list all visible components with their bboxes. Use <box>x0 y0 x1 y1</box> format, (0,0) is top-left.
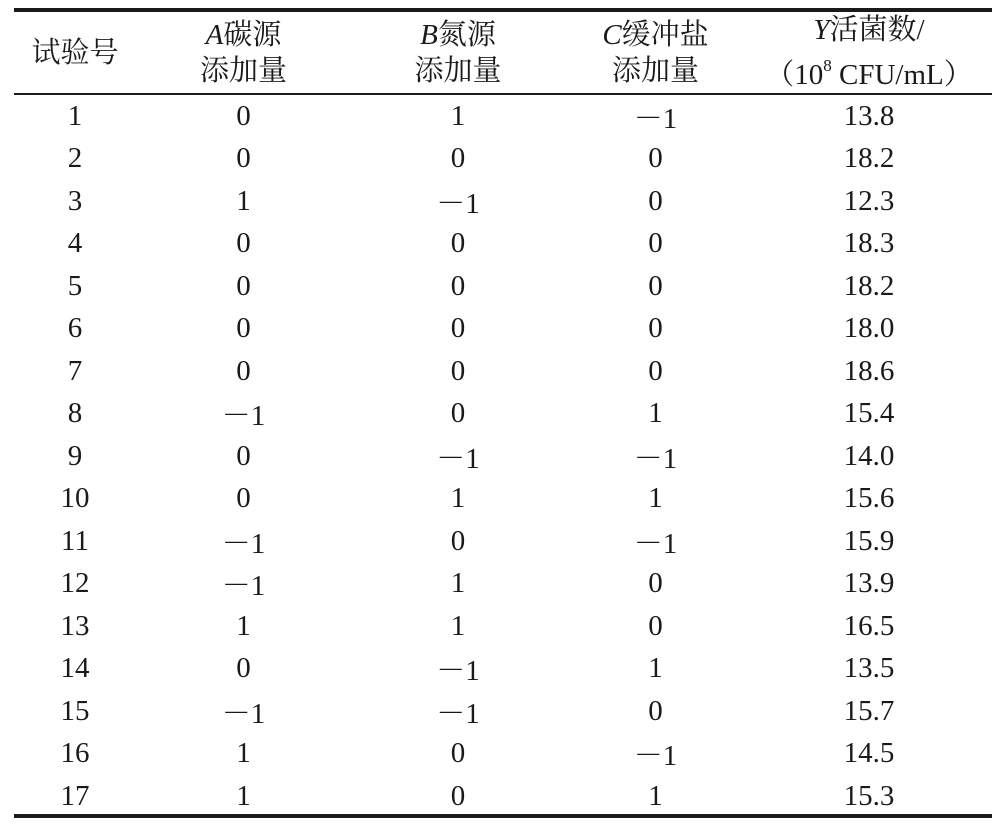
cell-nitrogen: 0 <box>450 524 466 557</box>
cell-nitrogen: 1 <box>450 567 466 600</box>
cell-viable-count: 14.5 <box>843 737 895 770</box>
cell-trial: 16 <box>60 737 90 770</box>
cell-buffer: 0 <box>648 142 663 175</box>
cell-carbon: 0 <box>236 482 251 515</box>
cell-buffer: 1 <box>648 397 663 430</box>
cell-trial: 7 <box>67 354 83 387</box>
header-unit-open: （10 <box>765 59 824 91</box>
cell-viable-count: 13.9 <box>843 567 895 600</box>
cell-carbon: 1 <box>236 184 251 217</box>
header-unit-exponent: 8 <box>823 56 832 75</box>
cell-nitrogen: 1 <box>450 99 466 132</box>
cell-nitrogen: 0 <box>450 142 466 175</box>
cell-trial: 8 <box>67 397 83 430</box>
cell-carbon: －1 <box>221 527 266 560</box>
cell-nitrogen: 0 <box>450 227 466 260</box>
table-row <box>14 223 992 266</box>
cell-nitrogen: 1 <box>450 482 466 515</box>
cell-trial: 17 <box>60 779 90 812</box>
table-row <box>14 93 992 138</box>
header-nitrogen-source <box>351 12 565 93</box>
table-row <box>14 308 992 351</box>
cell-buffer: 1 <box>648 652 663 685</box>
cell-carbon: 1 <box>236 779 251 812</box>
header-trial-number <box>14 12 136 93</box>
cell-carbon: －1 <box>221 570 266 603</box>
cell-buffer: 0 <box>648 227 663 260</box>
cell-buffer: 1 <box>648 482 663 515</box>
cell-nitrogen: 1 <box>450 609 466 642</box>
cell-viable-count: 18.3 <box>843 227 895 260</box>
cell-viable-count: 18.0 <box>843 312 895 345</box>
cell-nitrogen: 0 <box>450 779 466 812</box>
table-row <box>14 605 992 648</box>
cell-nitrogen: －1 <box>436 187 480 220</box>
cell-carbon: 0 <box>236 142 251 175</box>
cell-nitrogen: 0 <box>450 312 466 345</box>
cell-carbon: －1 <box>221 400 266 433</box>
cell-viable-count: 18.6 <box>843 354 895 387</box>
header-buffer-line2: 添加量 <box>611 54 699 87</box>
table-row <box>14 138 992 181</box>
cell-buffer: 0 <box>648 694 663 727</box>
header-unit-rest: CFU/mL） <box>831 59 973 91</box>
table-header <box>14 12 992 93</box>
cell-viable-count: 16.5 <box>843 609 895 642</box>
cell-buffer: 1 <box>648 779 663 812</box>
cell-viable-count: 15.3 <box>843 779 895 812</box>
cell-carbon: 1 <box>236 737 251 770</box>
cell-carbon: 0 <box>236 354 251 387</box>
cell-trial: 9 <box>67 439 83 472</box>
cell-trial: 5 <box>67 269 83 302</box>
table-row <box>14 393 992 436</box>
cell-carbon: 0 <box>236 439 251 472</box>
cell-buffer: 0 <box>648 269 663 302</box>
header-viable-count <box>746 12 992 93</box>
header-carbon-name: 碳源 <box>223 18 282 51</box>
cell-trial: 1 <box>67 99 83 132</box>
header-viable-name: 活菌数/ <box>829 14 925 46</box>
cell-carbon: 0 <box>236 99 251 132</box>
table-row <box>14 478 992 521</box>
cell-viable-count: 18.2 <box>843 269 895 302</box>
cell-trial: 12 <box>60 567 90 600</box>
table-row <box>14 648 992 691</box>
cell-nitrogen: 0 <box>450 397 466 430</box>
table-row <box>14 733 992 776</box>
table-row <box>14 775 992 818</box>
cell-carbon: 0 <box>236 652 251 685</box>
header-buffer-name: 缓冲盐 <box>621 18 709 51</box>
cell-buffer: 0 <box>648 567 663 600</box>
cell-trial: 6 <box>67 312 83 345</box>
table-row <box>14 265 992 308</box>
cell-buffer: 0 <box>648 184 663 217</box>
cell-buffer: －1 <box>633 442 678 475</box>
header-carbon-line2: 添加量 <box>199 54 287 87</box>
header-buffer-salt <box>565 12 746 93</box>
cell-trial: 3 <box>67 184 83 217</box>
header-carbon-line1 <box>136 17 351 53</box>
table-row <box>14 435 992 478</box>
cell-buffer: －1 <box>633 102 678 135</box>
cell-buffer: －1 <box>633 740 678 773</box>
cell-viable-count: 15.9 <box>843 524 895 557</box>
table-row <box>14 690 992 733</box>
header-nitrogen-line2: 添加量 <box>414 54 502 87</box>
cell-trial: 2 <box>67 142 83 175</box>
table-row <box>14 520 992 563</box>
header-viable-line1 <box>746 12 992 48</box>
cell-trial: 4 <box>67 227 83 260</box>
cell-trial: 14 <box>60 652 90 685</box>
cell-trial: 11 <box>61 524 89 557</box>
cell-viable-count: 15.4 <box>843 397 895 430</box>
cell-carbon: 1 <box>236 609 251 642</box>
cell-nitrogen: 0 <box>450 354 466 387</box>
cell-trial: 13 <box>60 609 90 642</box>
cell-viable-count: 12.3 <box>843 184 895 217</box>
table-row <box>14 180 992 223</box>
header-nitrogen-variable: B <box>420 18 438 51</box>
cell-carbon: 0 <box>236 227 251 260</box>
header-row <box>14 12 992 93</box>
cell-nitrogen: －1 <box>436 442 480 475</box>
header-viable-variable: Y <box>813 14 830 46</box>
table-row <box>14 350 992 393</box>
table-row <box>14 563 992 606</box>
header-nitrogen-line1 <box>351 17 565 53</box>
header-buffer-line1 <box>565 17 746 53</box>
cell-nitrogen: －1 <box>436 697 480 730</box>
cell-nitrogen: －1 <box>436 655 480 688</box>
cell-viable-count: 18.2 <box>843 142 895 175</box>
cell-viable-count: 15.6 <box>843 482 895 515</box>
experiment-design-table <box>14 12 992 818</box>
cell-buffer: 0 <box>648 609 663 642</box>
cell-buffer: 0 <box>648 354 663 387</box>
header-carbon-variable: A <box>205 18 224 51</box>
cell-viable-count: 14.0 <box>843 439 895 472</box>
cell-carbon: 0 <box>236 269 251 302</box>
header-viable-unit <box>746 48 992 93</box>
cell-trial: 10 <box>60 482 90 515</box>
table-body <box>14 93 992 818</box>
cell-nitrogen: 0 <box>450 269 466 302</box>
header-buffer-variable: C <box>602 18 622 51</box>
cell-viable-count: 13.8 <box>843 99 895 132</box>
header-trial-label: 试验号 <box>31 36 119 69</box>
cell-trial: 15 <box>60 694 90 727</box>
cell-carbon: －1 <box>221 697 266 730</box>
cell-viable-count: 13.5 <box>843 652 895 685</box>
cell-buffer: －1 <box>633 527 678 560</box>
cell-carbon: 0 <box>236 312 251 345</box>
cell-nitrogen: 0 <box>450 737 466 770</box>
cell-viable-count: 15.7 <box>843 694 895 727</box>
cell-buffer: 0 <box>648 312 663 345</box>
header-nitrogen-name: 氮源 <box>437 18 496 51</box>
header-carbon-source <box>136 12 351 93</box>
